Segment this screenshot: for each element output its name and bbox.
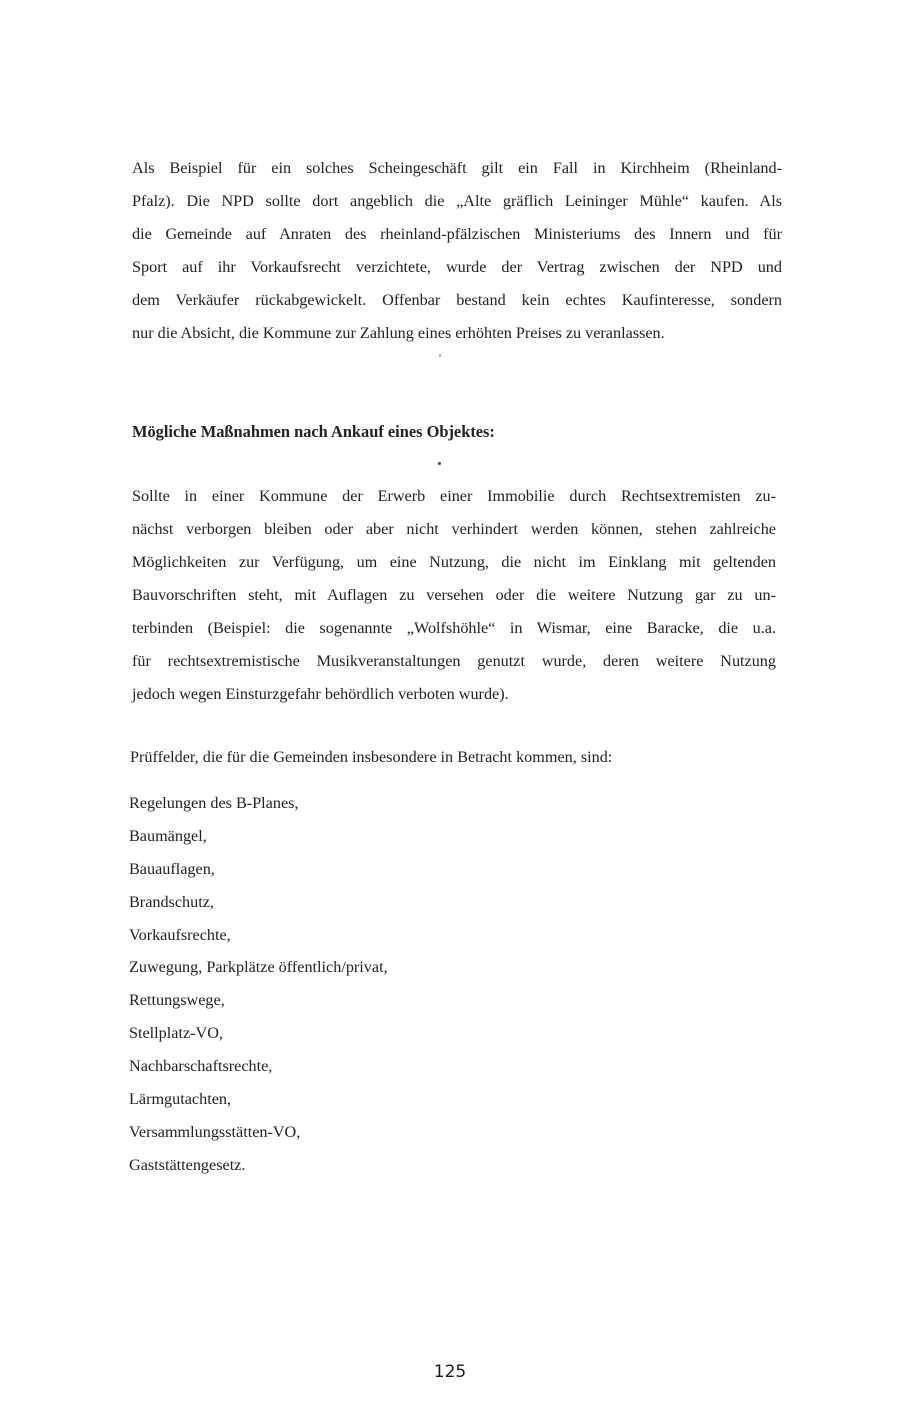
- checklist-item: Versammlungsstätten-VO,: [129, 1122, 301, 1141]
- section-heading: Mögliche Maßnahmen nach Ankauf eines Objektes:: [132, 422, 495, 441]
- checklist-item: Rettungswege,: [129, 991, 225, 1010]
- paragraph-line: Sollte in einer Kommune der Erwerb einer Immobilie durch Rechtsextremisten zu-: [132, 487, 776, 505]
- checklist-intro: Prüffelder, die für die Gemeinden insbesondere in Betracht kommen, sind:: [130, 748, 613, 766]
- checklist-item: Regelungen des B-Planes,: [129, 794, 299, 812]
- paragraph-line: dem Verkäufer rückabgewickelt. Offenbar bestand kein echtes Kaufinteresse, sondern: [132, 291, 782, 309]
- paragraph-line: Als Beispiel für ein solches Scheingeschäft gilt ein Fall in Kirchheim (Rheinland-: [132, 159, 782, 177]
- paragraph-line: Bauvorschriften steht, mit Auflagen zu versehen oder die weitere Nutzung gar zu un-: [132, 586, 776, 604]
- paragraph-line: Möglichkeiten zur Verfügung, um eine Nutzung, die nicht im Einklang mit geltenden: [132, 553, 776, 571]
- paragraph-example-kirchheim: [132, 152, 782, 350]
- scan-speck: [439, 354, 441, 357]
- paragraph-line: nächst verborgen bleiben oder aber nicht verhindert werden können, stehen zahlreiche: [132, 520, 776, 538]
- paragraph-line: terbinden (Beispiel: die sogenannte „Wolfshöhle“ in Wismar, eine Baracke, die u.a.: [132, 619, 776, 637]
- checklist-item: Lärmgutachten,: [129, 1090, 232, 1109]
- paragraph-line: für rechtsextremistische Musikveranstaltungen genutzt wurde, deren weitere Nutzung: [132, 652, 776, 670]
- paragraph-line: die Gemeinde auf Anraten des rheinland-pfälzischen Ministeriums des Innern und für: [132, 225, 782, 243]
- scan-speck: [438, 462, 441, 465]
- checklist-item: Vorkaufsrechte,: [129, 925, 231, 944]
- checklist-item: Bauauflagen,: [129, 859, 215, 878]
- checklist-item: Nachbarschaftsrechte,: [129, 1057, 273, 1076]
- checklist-item: Stellplatz-VO,: [129, 1024, 223, 1043]
- paragraph-line: Pfalz). Die NPD sollte dort angeblich die „Alte gräflich Leininger Mühle“ kaufen. Als: [132, 192, 782, 210]
- page-number: 125: [433, 1362, 467, 1382]
- paragraph-line: Sport auf ihr Vorkaufsrecht verzichtete, wurde der Vertrag zwischen der NPD und: [132, 258, 782, 276]
- checklist: [129, 787, 388, 1182]
- paragraph-line: jedoch wegen Einsturzgefahr behördlich verboten wurde).: [132, 685, 509, 703]
- paragraph-line: nur die Absicht, die Kommune zur Zahlung eines erhöhten Preises zu veranlassen.: [132, 324, 665, 342]
- checklist-item: Gaststättengesetz.: [129, 1155, 246, 1174]
- checklist-item: Zuwegung, Parkplätze öffentlich/privat,: [129, 958, 388, 977]
- checklist-item: Brandschutz,: [129, 892, 214, 911]
- checklist-item: Baumängel,: [129, 826, 207, 845]
- paragraph-measures: [132, 480, 776, 711]
